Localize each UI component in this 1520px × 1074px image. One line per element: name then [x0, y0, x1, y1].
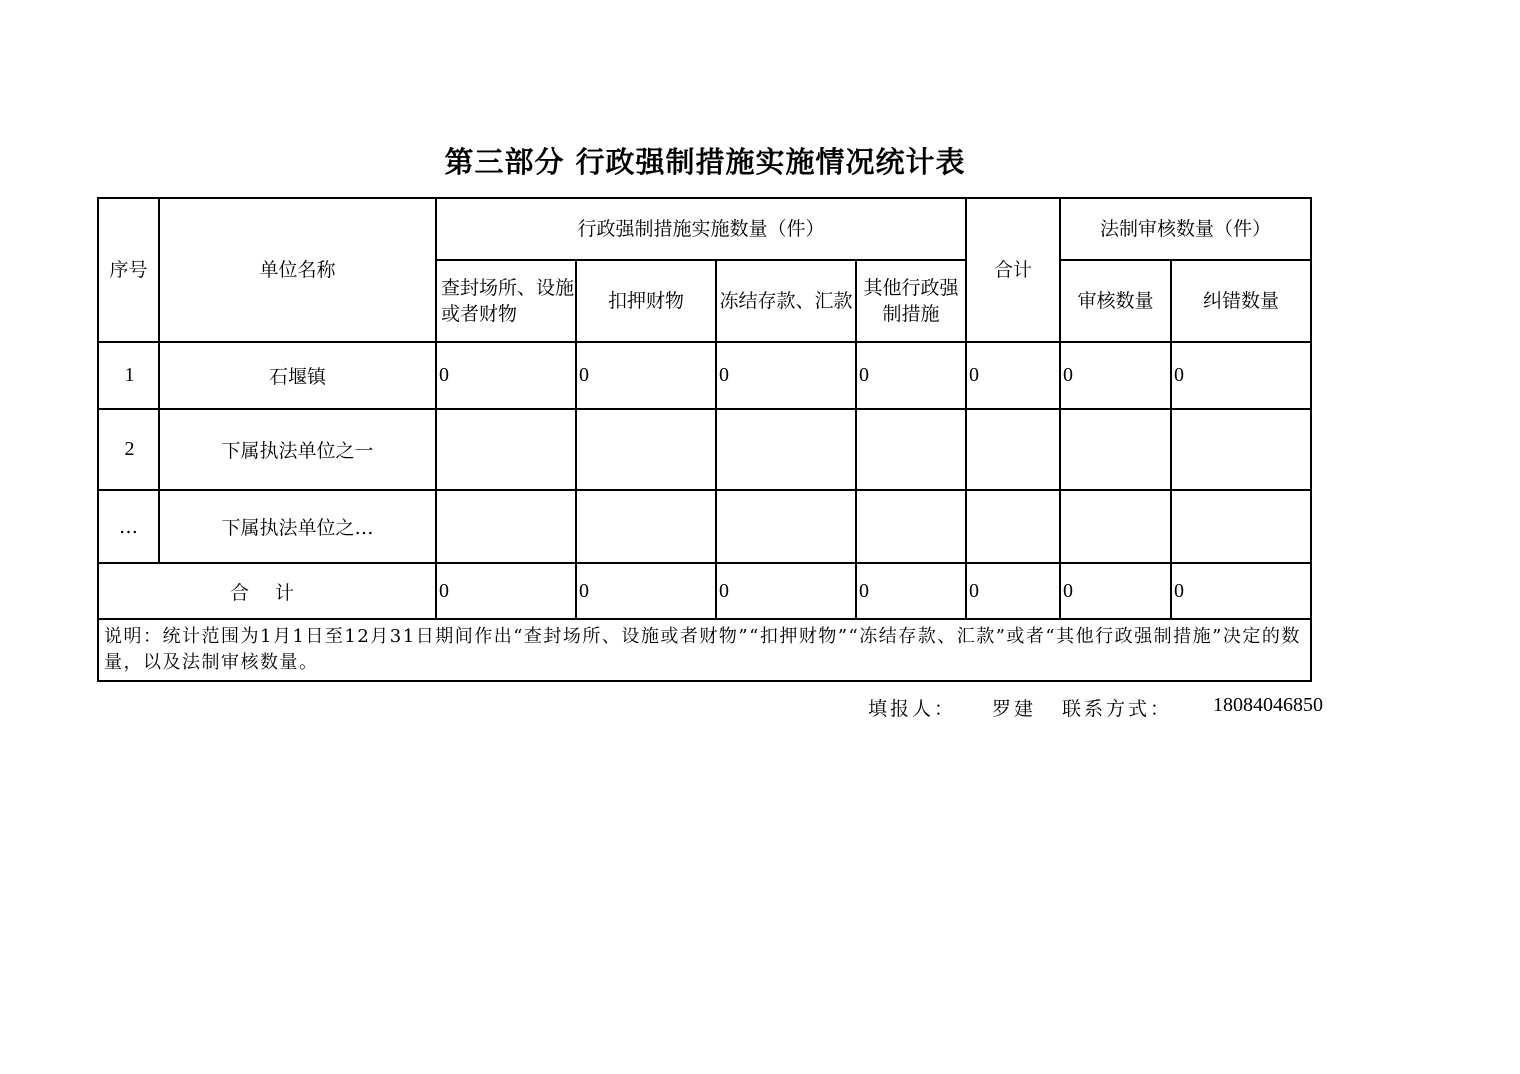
note-text: 说明：统计范围为1月1日至12月31日期间作出“查封场所、设施或者财物”“扣押财物”“冻结存款、汇款”或者“其他行政强制措施”决定的数量，以及法制审核数量。: [98, 619, 1311, 681]
row-cell: [436, 409, 576, 490]
row-cell: [966, 409, 1060, 490]
filler-label: 填报人：: [868, 698, 957, 720]
totals-label: 合 计: [98, 563, 436, 619]
row-cell: [1060, 490, 1171, 563]
header-total: 合计: [966, 198, 1060, 342]
header-row-1: [98, 198, 1311, 260]
row-seq: 1: [98, 342, 159, 409]
totals-cell: 0: [1171, 563, 1311, 619]
totals-cell: 0: [576, 563, 716, 619]
table-row: [98, 490, 1311, 563]
totals-cell: 0: [966, 563, 1060, 619]
row-cell: 0: [1060, 342, 1171, 409]
row-cell: 0: [436, 342, 576, 409]
contact-value: 18084046850: [1213, 694, 1323, 716]
header-seq: 序号: [98, 198, 159, 342]
header-unit-name: 单位名称: [159, 198, 436, 342]
filler-name: 罗建: [992, 698, 1037, 720]
header-col-review: 审核数量: [1060, 260, 1171, 342]
row-cell: [576, 409, 716, 490]
statistics-table: [97, 197, 1312, 682]
header-col-other: 其他行政强制措施: [856, 260, 966, 342]
totals-cell: 0: [716, 563, 856, 619]
totals-row: [98, 563, 1311, 619]
totals-cell: 0: [436, 563, 576, 619]
row-cell: 0: [716, 342, 856, 409]
row-cell: [1171, 409, 1311, 490]
row-cell: 0: [1171, 342, 1311, 409]
row-cell: 0: [966, 342, 1060, 409]
header-review-group: 法制审核数量（件）: [1060, 198, 1311, 260]
table-row: [98, 409, 1311, 490]
row-unit-name: 下属执法单位之…: [159, 490, 436, 563]
header-col-freeze: 冻结存款、汇款: [716, 260, 856, 342]
row-cell: [716, 409, 856, 490]
row-cell: [436, 490, 576, 563]
row-cell: [716, 490, 856, 563]
header-measures-group: 行政强制措施实施数量（件）: [436, 198, 966, 260]
table-row: [98, 342, 1311, 409]
row-seq: 2: [98, 409, 159, 490]
totals-cell: 0: [856, 563, 966, 619]
header-col-seize: 扣押财物: [576, 260, 716, 342]
row-seq: …: [98, 490, 159, 563]
row-cell: [576, 490, 716, 563]
row-cell: [856, 409, 966, 490]
header-col-seal: 查封场所、设施或者财物: [436, 260, 576, 342]
contact-label: 联系方式：: [1062, 698, 1173, 720]
row-cell: [1060, 409, 1171, 490]
row-unit-name: 下属执法单位之一: [159, 409, 436, 490]
row-unit-name: 石堰镇: [159, 342, 436, 409]
row-cell: 0: [856, 342, 966, 409]
header-col-correct: 纠错数量: [1171, 260, 1311, 342]
page-title: 第三部分 行政强制措施实施情况统计表: [444, 145, 966, 179]
row-cell: [856, 490, 966, 563]
row-cell: [1171, 490, 1311, 563]
row-cell: 0: [576, 342, 716, 409]
note-row: [98, 619, 1311, 681]
row-cell: [966, 490, 1060, 563]
totals-cell: 0: [1060, 563, 1171, 619]
